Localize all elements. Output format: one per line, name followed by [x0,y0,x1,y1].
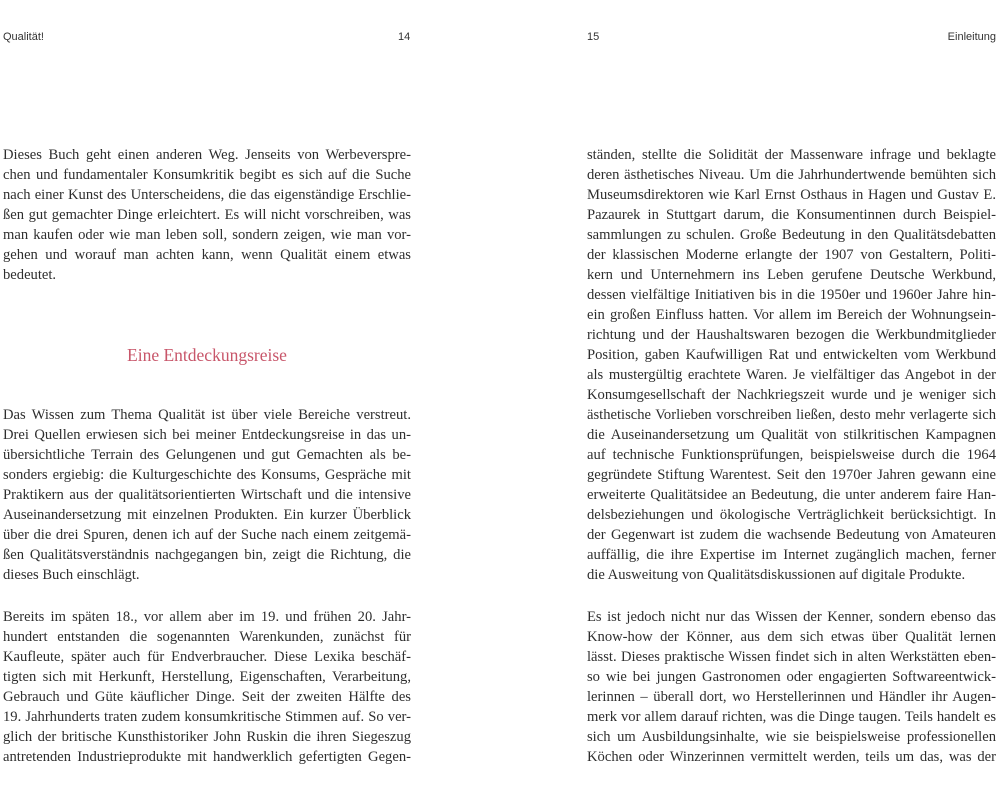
paragraph [3,145,411,285]
text-line: Köchen oder Winzerinnen vermittelt werden, teils um das, was der [587,749,996,765]
text-line: die Auseinandersetzung um Qualität von stilkritischen Kampagnen [587,427,996,443]
text-line: erweiterte Qualitätsidee an Bedeutung, die unter anderem faire Han- [587,487,996,503]
text-line: kern und Unternehmern ins Leben gerufene Deutsche Werkbund, [587,267,996,283]
paragraph [587,607,996,767]
text-line: glich der britische Kunsthistoriker John Ruskin die ihren Siegeszug [3,729,411,745]
text-line: delsbeziehungen und ökologische Verträglichkeit berücksichtigt. In [587,507,996,523]
text-line: bedeutet. [3,267,57,283]
text-line: Praktikern aus der qualitätsorientierten Wirtschaft und die intensive [3,487,411,503]
running-title: Einleitung [947,31,996,43]
text-line: der klassischen Moderne erlangte der 1907 von Gestaltern, Politi- [587,247,996,263]
text-line: sammlungen zu schulen. Große Bedeutung in den Qualitätsdebatten [587,227,996,243]
page-number: 14 [398,31,411,43]
running-title: Qualität! [3,31,44,43]
text-line: antretenden Industrieprodukte mit handwerklich gefertigten Gegen- [3,749,411,765]
text-line: man kaufen oder wie man leben soll, sondern zeigen, wie man vor- [3,227,411,243]
text-line: 19. Jahrhunderts traten zudem konsumkritische Stimmen auf. So ver- [3,709,411,725]
paragraph [3,607,411,767]
text-line: Das Wissen zum Thema Qualität ist über viele Bereiche verstreut. [3,407,411,423]
text-line: ßen gut gemachter Dinge erleichtert. Es will nicht vorschreiben, was [3,207,411,223]
text-line: Es ist jedoch nicht nur das Wissen der Kenner, sondern ebenso das [587,609,996,625]
paragraph [3,405,411,585]
text-line: so wie bei jungen Gastronomen oder engagierten Softwareentwick- [587,669,996,685]
text-line: die Ausweitung von Qualitätsdiskussionen auf digitale Produkte. [587,567,966,583]
text-line: Dieses Buch geht einen anderen Weg. Jenseits von Werbeverspre- [3,147,411,163]
text-line: auffällig, die ihre Expertise im Internet zugänglich machen, ferner [587,547,996,563]
text-line: Bereits im späten 18., vor allem aber im 19. und frühen 20. Jahr- [3,609,411,625]
text-line: dessen vielfältige Initiativen bis in die 1950er und 1960er Jahre hin- [587,287,996,303]
text-line: auf technische Funktionsprüfungen, beispielsweise durch die 1964 [587,447,996,463]
text-line: tigten sich mit Herkunft, Herstellung, Eigenschaften, Verarbeitung, [3,669,411,685]
text-line: gehen und worauf man achten kann, wenn Qualität einem etwas [3,247,411,263]
text-line: gegründete Stiftung Warentest. Seit den 1970er Jahren gewann eine [587,467,996,483]
section-heading: Eine Entdeckungsreise [127,345,287,365]
text-line: sonders ergiebig: die Kulturgeschichte des Konsums, Gespräche mit [3,467,411,483]
text-line: Know-how der Könner, aus dem sich etwas über Qualität lernen [587,629,996,645]
text-line: Drei Quellen erwiesen sich bei meiner Entdeckungsreise in das un- [3,427,411,443]
text-line: Konsumgesellschaft der Nachkriegszeit wurde und je weniger sich [587,387,996,403]
text-line: chen und fundamentaler Konsumkritik begibt es sich auf die Suche [3,167,411,183]
right-page [500,0,1000,800]
text-line: ßen Qualitätsverständnis nachgegangen bin, zeigt die Richtung, die [3,547,411,563]
text-line: hundert entstanden die sogenannten Warenkunden, zunächst für [3,629,411,645]
text-line: Position, gaben Kaufwilligen Rat und entwickelten vom Werkbund [587,347,996,363]
text-line: der Gegenwart ist zudem die wachsende Bedeutung von Amateuren [587,527,996,543]
page-number: 15 [587,31,600,43]
text-line: dieses Buch einschlägt. [3,567,140,583]
text-line: Kaufleute, später auch für Endverbraucher. Diese Lexika beschäf- [3,649,411,665]
text-line: übersichtliche Terrain des Gelungenen und gut Gemachten als be- [3,447,411,463]
text-line: ständen, stellte die Solidität der Massenware infrage und beklagte [587,147,996,163]
text-line: Gebrauch und Güte käuflicher Dinge. Seit der zweiten Hälfte des [3,689,411,705]
text-line: nach einer Kunst des Unterscheidens, die das eigenständige Erschlie- [3,187,411,203]
text-line: Pazaurek in Stuttgart darum, die Konsumentinnen durch Beispiel- [587,207,996,223]
text-line: deren ästhetisches Niveau. Um die Jahrhundertwende bemühten sich [587,167,996,183]
text-line: Auseinandersetzung mit einzelnen Produkten. Ein kurzer Überblick [3,507,411,523]
text-line: merk vor allem darauf richten, was die Dinge taugen. Teils handelt es [587,709,996,725]
text-line: als mustergültig erachtete Waren. Je vielfältiger das Angebot in der [587,367,996,383]
text-line: lässt. Dieses praktische Wissen findet sich in alten Werkstätten eben- [587,649,996,665]
paragraph [587,145,996,585]
text-line: sich um Ausbildungsinhalte, wie sie beispielsweise professionellen [587,729,996,745]
text-line: richtung und der Haushaltswaren bezogen die Werkbundmitglieder [587,327,996,343]
text-line: lerinnen – überall dort, wo Herstellerinnen und Händler ihr Augen- [587,689,996,705]
text-line: ästhetische Vorlieben vorschreiben ließen, desto mehr verlagerte sich [587,407,996,423]
text-line: ein großen Einfluss hatten. Vor allem im Bereich der Wohnungsein- [587,307,996,323]
text-line: über die drei Spuren, denen ich auf der Suche nach einem zeitgemä- [3,527,411,543]
text-line: Museumsdirektoren wie Karl Ernst Osthaus in Hagen und Gustav E. [587,187,996,203]
